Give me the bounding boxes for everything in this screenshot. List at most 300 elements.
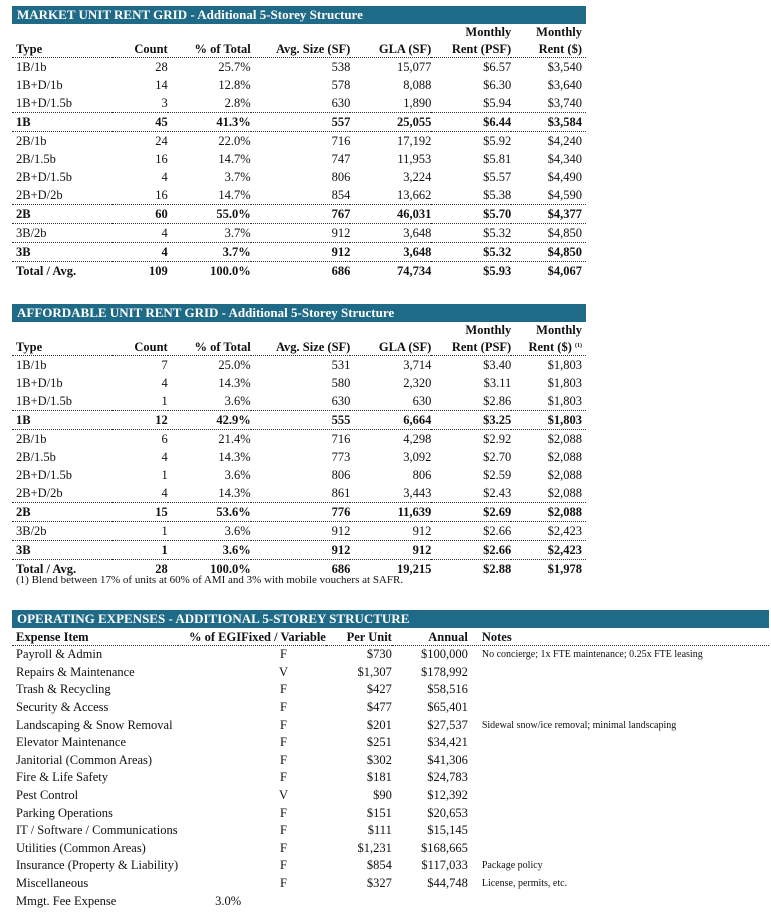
opex-cell-pct-egi [178, 681, 241, 699]
affordable-cell-rent: $2,088 [547, 450, 582, 464]
market-header-count: Count [112, 40, 168, 58]
market-cell-pct: 14.7% [218, 188, 251, 202]
market-table-row [12, 205, 586, 224]
market-cell-count: 4 [112, 224, 168, 243]
market-cell-count: 4 [112, 243, 168, 262]
affordable-cell-rent: $2,423 [511, 541, 586, 560]
affordable-header-size: Avg. Size (SF) [251, 338, 351, 356]
affordable-cell-gla: 4,298 [350, 430, 431, 449]
affordable-header-row [12, 338, 586, 356]
market-table-row [12, 224, 586, 243]
affordable-cell-count: 28 [112, 560, 168, 579]
market-cell-type: 2B+D/2b [16, 188, 63, 202]
market-cell-rent-psf: $5.94 [483, 96, 512, 110]
affordable-cell-count: 1 [161, 468, 168, 482]
affordable-header-rent-psf: Rent (PSF) [431, 338, 511, 356]
affordable-header-type: Type [12, 338, 112, 356]
affordable-cell-gla: 3,092 [403, 450, 432, 464]
affordable-cell-gla: 630 [412, 394, 432, 408]
operating-expenses [12, 610, 769, 910]
market-cell-count: 28 [155, 60, 168, 74]
market-cell-gla: 15,077 [396, 60, 432, 74]
affordable-cell-size: 806 [331, 468, 351, 482]
market-header-rent: Rent ($) [511, 40, 586, 58]
affordable-cell-pct: 3.6% [224, 394, 251, 408]
market-cell-pct: 3.7% [168, 243, 251, 262]
opex-header-annual: Annual [392, 628, 468, 646]
affordable-cell-size: 686 [251, 560, 351, 579]
market-table [12, 24, 586, 280]
market-cell-pct: 3.7% [224, 170, 251, 184]
opex-table-row [12, 734, 769, 752]
opex-cell-pct-egi: 3.0% [215, 893, 242, 908]
market-header-size: Avg. Size (SF) [251, 40, 351, 58]
affordable-table-row [12, 356, 586, 375]
opex-cell-notes [468, 752, 769, 770]
opex-table-body [12, 646, 769, 910]
opex-table-row [12, 822, 769, 840]
affordable-table-body [12, 356, 586, 579]
market-cell-gla: 46,031 [350, 205, 431, 224]
affordable-cell-size: 912 [251, 522, 351, 541]
affordable-cell-rent-psf: $3.25 [431, 411, 511, 430]
opex-cell-pct-egi [178, 804, 241, 822]
affordable-header-count: Count [112, 338, 168, 356]
affordable-cell-size: 580 [331, 376, 351, 390]
opex-cell-per-unit [326, 892, 392, 910]
market-table-row [12, 132, 586, 151]
opex-cell-notes [468, 804, 769, 822]
opex-header-pct-egi: % of EGI [178, 628, 241, 646]
opex-cell-annual: $100,000 [420, 647, 468, 662]
market-cell-size: 747 [331, 152, 351, 166]
opex-cell-item: Security & Access [16, 700, 109, 715]
rent-footnote-marker: (1) [575, 343, 582, 349]
market-cell-rent: $4,850 [511, 243, 586, 262]
affordable-cell-size: 912 [251, 541, 351, 560]
market-cell-gla: 25,055 [350, 113, 431, 132]
market-cell-size: 854 [331, 188, 351, 202]
market-cell-count: 16 [155, 152, 168, 166]
opex-cell-annual: $117,033 [421, 858, 468, 873]
market-cell-rent: $4,340 [547, 152, 582, 166]
affordable-table-row [12, 484, 586, 503]
opex-cell-item: Repairs & Maintenance [16, 664, 135, 679]
affordable-table-row [12, 430, 586, 449]
opex-cell-per-unit: $1,231 [357, 840, 392, 855]
affordable-cell-pct: 14.3% [218, 486, 251, 500]
affordable-cell-gla: 11,639 [350, 503, 431, 522]
market-cell-type: 1B+D/1.5b [16, 96, 73, 110]
market-cell-rent-psf: $5.92 [431, 132, 511, 151]
opex-cell-annual: $41,306 [427, 752, 468, 767]
opex-table-row [12, 646, 769, 664]
affordable-cell-size: 773 [331, 450, 351, 464]
market-table-row [12, 76, 586, 94]
affordable-cell-pct: 3.6% [224, 468, 251, 482]
market-cell-rent-psf: $5.38 [483, 188, 512, 202]
opex-cell-item: Utilities (Common Areas) [16, 840, 146, 855]
market-table-row [12, 262, 586, 281]
opex-cell-per-unit: $251 [366, 735, 392, 750]
market-cell-count: 109 [112, 262, 168, 281]
opex-table-row [12, 857, 769, 875]
market-table-row [12, 243, 586, 262]
affordable-cell-rent: $2,088 [511, 503, 586, 522]
affordable-cell-type: 2B [12, 503, 112, 522]
opex-cell-annual: $34,421 [427, 735, 468, 750]
opex-cell-item: Janitorial (Common Areas) [16, 752, 153, 767]
affordable-cell-type: 2B/1.5b [16, 450, 56, 464]
market-cell-rent: $3,740 [547, 96, 582, 110]
affordable-table [12, 322, 586, 578]
opex-cell-fixed-variable: F [280, 682, 287, 697]
market-cell-count: 60 [112, 205, 168, 224]
affordable-cell-rent-psf: $2.69 [431, 503, 511, 522]
market-cell-gla: 3,648 [350, 243, 431, 262]
opex-cell-fixed-variable: F [280, 717, 287, 732]
opex-cell-notes [468, 734, 769, 752]
market-cell-gla: 3,648 [350, 224, 431, 243]
market-cell-type: 2B/1b [12, 132, 112, 151]
market-cell-size: 806 [331, 170, 351, 184]
market-cell-size: 716 [251, 132, 351, 151]
opex-table-row [12, 875, 769, 893]
affordable-cell-rent: $2,088 [547, 468, 582, 482]
market-table-row [12, 150, 586, 168]
affordable-rent-grid [12, 304, 586, 578]
market-header-rent-psf: Rent (PSF) [431, 40, 511, 58]
market-cell-size: 630 [331, 96, 351, 110]
opex-cell-pct-egi [178, 664, 241, 682]
market-cell-rent-psf: $5.81 [483, 152, 512, 166]
market-cell-rent-psf: $5.57 [483, 170, 512, 184]
opex-cell-item: IT / Software / Communications [16, 823, 178, 838]
opex-cell-fixed-variable: V [278, 788, 288, 803]
affordable-cell-rent-psf: $3.11 [483, 376, 512, 390]
affordable-cell-rent-psf: $2.88 [431, 560, 511, 579]
market-cell-gla: 17,192 [350, 132, 431, 151]
affordable-cell-rent: $2,088 [547, 486, 582, 500]
affordable-cell-type: 1B+D/1.5b [16, 394, 73, 408]
opex-cell-fixed-variable: F [280, 770, 287, 785]
opex-cell-fixed-variable: F [280, 647, 287, 662]
opex-cell-notes: Sidewal snow/ice removal; minimal landscaping [481, 719, 677, 731]
opex-cell-pct-egi [178, 787, 241, 805]
affordable-cell-type: 2B/1b [12, 430, 112, 449]
affordable-table-row [12, 392, 586, 411]
affordable-cell-type: 3B/2b [12, 522, 112, 541]
market-cell-count: 14 [155, 78, 168, 92]
market-cell-size: 578 [331, 78, 351, 92]
market-cell-size: 557 [251, 113, 351, 132]
market-cell-rent: $4,490 [547, 170, 582, 184]
affordable-cell-count: 15 [112, 503, 168, 522]
opex-cell-annual: $27,537 [427, 717, 468, 732]
opex-cell-pct-egi [178, 734, 241, 752]
opex-cell-annual: $15,145 [427, 823, 468, 838]
market-cell-gla: 3,224 [403, 170, 432, 184]
affordable-table-row [12, 448, 586, 466]
opex-cell-fixed-variable: F [280, 805, 287, 820]
opex-cell-notes [468, 681, 769, 699]
affordable-cell-pct: 3.6% [168, 522, 251, 541]
opex-cell-pct-egi [178, 769, 241, 787]
market-cell-rent-psf: $5.32 [431, 243, 511, 262]
affordable-cell-type: 2B+D/2b [16, 486, 63, 500]
opex-cell-notes [468, 769, 769, 787]
affordable-cell-rent-psf: $3.40 [483, 358, 512, 372]
opex-table-row [12, 840, 769, 858]
market-table-row [12, 168, 586, 186]
opex-header-item: Expense Item [12, 628, 178, 646]
market-table-body [12, 58, 586, 281]
market-cell-type: 2B/1.5b [16, 152, 56, 166]
affordable-cell-pct: 100.0% [168, 560, 251, 579]
opex-cell-fixed-variable: F [280, 840, 287, 855]
affordable-cell-type: 1B+D/1b [16, 376, 63, 390]
affordable-cell-pct: 3.6% [168, 541, 251, 560]
market-cell-type: 3B/2b [12, 224, 112, 243]
affordable-cell-rent-psf: $2.70 [483, 450, 512, 464]
market-cell-rent: $3,540 [547, 60, 582, 74]
affordable-cell-gla: 912 [350, 522, 431, 541]
opex-cell-item: Parking Operations [16, 805, 113, 820]
opex-cell-item: Insurance (Property & Liability) [16, 858, 179, 873]
affordable-cell-pct: 25.0% [218, 358, 251, 372]
opex-cell-per-unit: $327 [366, 876, 392, 891]
market-cell-rent-psf: $6.57 [483, 60, 512, 74]
opex-cell-annual: $24,783 [427, 770, 468, 785]
affordable-cell-rent: $1,803 [511, 411, 586, 430]
opex-table-row [12, 681, 769, 699]
affordable-table-row [12, 503, 586, 522]
market-header-pct: % of Total [168, 40, 251, 58]
market-table-row [12, 113, 586, 132]
opex-table-row [12, 769, 769, 787]
affordable-cell-gla: 806 [412, 468, 432, 482]
affordable-table-row [12, 411, 586, 430]
affordable-header-rent-label: Rent ($) [528, 340, 572, 354]
opex-header-fixed-variable: Fixed / Variable [241, 629, 326, 644]
market-cell-pct: 2.8% [224, 96, 251, 110]
affordable-cell-rent-psf: $2.86 [483, 394, 512, 408]
market-cell-pct: 41.3% [168, 113, 251, 132]
opex-cell-annual: $65,401 [427, 700, 468, 715]
opex-cell-annual [392, 892, 468, 910]
affordable-cell-rent: $1,803 [547, 376, 582, 390]
market-header-gla: GLA (SF) [350, 40, 431, 58]
affordable-cell-rent: $1,803 [547, 394, 582, 408]
affordable-cell-rent-psf: $2.66 [431, 541, 511, 560]
affordable-cell-count: 6 [112, 430, 168, 449]
affordable-cell-rent: $1,803 [547, 358, 582, 372]
opex-cell-pct-egi [178, 857, 241, 875]
affordable-header-pct: % of Total [168, 338, 251, 356]
market-cell-count: 24 [112, 132, 168, 151]
opex-cell-annual: $58,516 [427, 682, 468, 697]
affordable-cell-rent-psf: $2.92 [431, 430, 511, 449]
affordable-cell-type: 1B/1b [16, 358, 47, 372]
opex-table-row [12, 664, 769, 682]
opex-cell-item: Miscellaneous [16, 876, 89, 891]
affordable-cell-pct: 21.4% [168, 430, 251, 449]
opex-table-row [12, 752, 769, 770]
affordable-cell-type: 2B+D/1.5b [16, 468, 73, 482]
affordable-grid-title: AFFORDABLE UNIT RENT GRID - Additional 5-Storey Structure [12, 304, 586, 322]
market-cell-gla: 11,953 [397, 152, 432, 166]
affordable-cell-rent-psf: $2.59 [483, 468, 512, 482]
affordable-cell-gla: 3,714 [403, 358, 432, 372]
market-cell-size: 686 [251, 262, 351, 281]
market-header-row [12, 40, 586, 58]
affordable-footnote: (1) Blend between 17% of units at 60% of AMI and 3% with mobile vouchers at SAFR. [16, 574, 404, 586]
market-cell-count: 3 [161, 96, 168, 110]
market-cell-rent: $4,240 [511, 132, 586, 151]
market-cell-count: 16 [155, 188, 168, 202]
opex-cell-fixed-variable: F [280, 823, 287, 838]
opex-cell-pct-egi [178, 646, 241, 664]
affordable-header-gla: GLA (SF) [350, 338, 431, 356]
opex-cell-notes [468, 892, 769, 910]
market-cell-gla: 74,734 [350, 262, 431, 281]
affordable-table-row [12, 466, 586, 484]
opex-cell-pct-egi [178, 875, 241, 893]
affordable-cell-rent: $2,088 [511, 430, 586, 449]
opex-cell-annual: $178,992 [420, 664, 468, 679]
market-cell-size: 538 [331, 60, 351, 74]
market-cell-rent: $4,067 [511, 262, 586, 281]
affordable-cell-count: 4 [161, 486, 168, 500]
opex-table-row [12, 804, 769, 822]
opex-header-notes: Notes [468, 628, 769, 646]
affordable-table-row [12, 522, 586, 541]
opex-cell-per-unit: $730 [366, 647, 392, 662]
opex-cell-item: Landscaping & Snow Removal [16, 717, 173, 732]
opex-cell-per-unit: $90 [373, 788, 392, 803]
affordable-cell-type: 3B [12, 541, 112, 560]
market-cell-gla: 13,662 [396, 188, 432, 202]
affordable-cell-gla: 912 [350, 541, 431, 560]
opex-cell-notes [468, 787, 769, 805]
market-cell-count: 4 [161, 170, 168, 184]
affordable-cell-rent-psf: $2.43 [483, 486, 512, 500]
market-cell-rent-psf: $6.44 [431, 113, 511, 132]
affordable-cell-gla: 6,664 [350, 411, 431, 430]
affordable-cell-gla: 19,215 [350, 560, 431, 579]
market-header-row-top [12, 24, 586, 40]
affordable-cell-count: 12 [112, 411, 168, 430]
opex-cell-per-unit: $111 [367, 823, 392, 838]
affordable-header-rent [511, 338, 586, 356]
market-cell-pct: 25.7% [218, 60, 251, 74]
affordable-cell-count: 1 [112, 541, 168, 560]
opex-cell-notes [468, 840, 769, 858]
market-cell-pct: 55.0% [168, 205, 251, 224]
affordable-cell-count: 1 [161, 394, 168, 408]
opex-cell-notes: No concierge; 1x FTE maintenance; 0.25x FTE leasing [481, 649, 703, 661]
opex-cell-per-unit: $427 [366, 682, 392, 697]
opex-title: OPERATING EXPENSES - ADDITIONAL 5-STOREY STRUCTURE [12, 610, 769, 628]
affordable-cell-size: 716 [251, 430, 351, 449]
market-cell-pct: 3.7% [168, 224, 251, 243]
market-cell-pct: 12.8% [218, 78, 251, 92]
market-cell-size: 767 [251, 205, 351, 224]
opex-cell-notes [468, 699, 769, 717]
affordable-cell-gla: 2,320 [403, 376, 432, 390]
market-cell-rent: $3,584 [511, 113, 586, 132]
opex-cell-fixed-variable: F [280, 700, 287, 715]
affordable-cell-size: 776 [251, 503, 351, 522]
affordable-cell-rent: $2,423 [511, 522, 586, 541]
market-header-type: Type [12, 40, 112, 58]
affordable-table-row [12, 374, 586, 392]
opex-header-per-unit: Per Unit [326, 628, 392, 646]
opex-table [12, 628, 769, 910]
opex-cell-per-unit: $854 [366, 858, 392, 873]
market-cell-rent-psf: $5.32 [431, 224, 511, 243]
market-cell-type: 2B [12, 205, 112, 224]
market-cell-type: 1B [12, 113, 112, 132]
market-cell-size: 912 [251, 224, 351, 243]
opex-cell-per-unit: $181 [366, 770, 392, 785]
market-cell-type: Total / Avg. [12, 262, 112, 281]
opex-table-row [12, 892, 769, 910]
affordable-table-row [12, 541, 586, 560]
market-cell-gla: 1,890 [403, 96, 432, 110]
opex-cell-item: Pest Control [16, 788, 79, 803]
affordable-cell-rent-psf: $2.66 [431, 522, 511, 541]
opex-cell-fixed-variable: F [280, 858, 287, 873]
affordable-cell-type: 1B [12, 411, 112, 430]
opex-cell-per-unit: $201 [366, 717, 392, 732]
market-cell-rent: $3,640 [547, 78, 582, 92]
opex-cell-fixed-variable: F [280, 876, 287, 891]
opex-cell-notes [468, 822, 769, 840]
opex-table-row [12, 787, 769, 805]
market-rent-grid [12, 6, 586, 280]
affordable-header-monthly-dollar: Monthly [536, 323, 582, 337]
market-cell-type: 3B [12, 243, 112, 262]
affordable-cell-size: 555 [251, 411, 351, 430]
opex-cell-notes: Package policy [481, 860, 543, 872]
affordable-cell-type: Total / Avg. [12, 560, 112, 579]
market-cell-rent-psf: $5.70 [431, 205, 511, 224]
opex-cell-per-unit: $1,307 [357, 664, 392, 679]
opex-cell-pct-egi [178, 699, 241, 717]
market-cell-rent: $4,377 [511, 205, 586, 224]
opex-cell-pct-egi [178, 716, 241, 734]
opex-cell-per-unit: $302 [366, 752, 392, 767]
affordable-cell-rent: $1,978 [511, 560, 586, 579]
affordable-cell-count: 4 [161, 450, 168, 464]
market-cell-rent: $4,850 [511, 224, 586, 243]
market-table-row [12, 94, 586, 113]
opex-cell-notes [468, 664, 769, 682]
market-cell-pct: 100.0% [168, 262, 251, 281]
opex-cell-item: Mmgt. Fee Expense [16, 893, 117, 908]
market-cell-pct: 22.0% [168, 132, 251, 151]
opex-header-row [12, 628, 769, 646]
opex-cell-per-unit: $151 [366, 805, 392, 820]
opex-table-row [12, 699, 769, 717]
market-cell-rent: $4,590 [547, 188, 582, 202]
market-cell-pct: 14.7% [218, 152, 251, 166]
opex-cell-pct-egi [178, 822, 241, 840]
market-table-row [12, 186, 586, 205]
market-cell-type: 1B+D/1b [16, 78, 63, 92]
opex-cell-annual: $12,392 [427, 788, 468, 803]
